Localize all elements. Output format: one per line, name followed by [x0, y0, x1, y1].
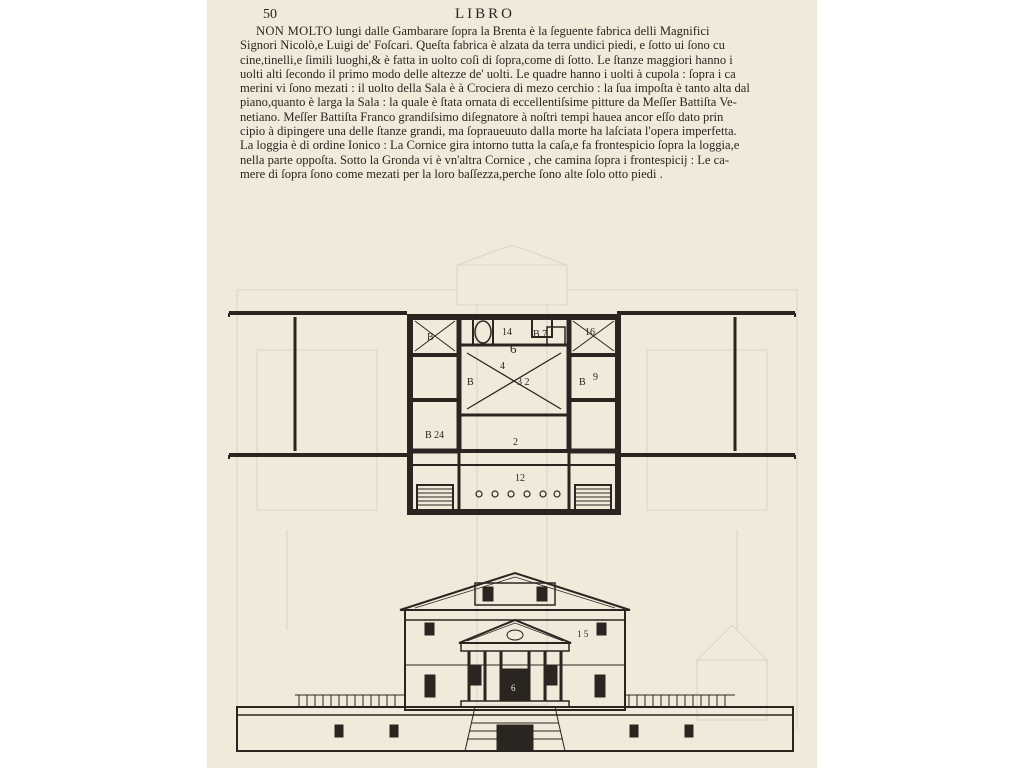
front-stair — [465, 707, 565, 751]
ionic-portico — [459, 620, 571, 707]
text-line: piano,quanto è larga la Sala : la quale è ſtata ornata di eccellentiſsime pitture da Meſſer Battiſta Ve- — [240, 95, 737, 110]
plan-label: 6 — [510, 341, 517, 356]
loggia-columns — [476, 491, 560, 497]
side-stairs — [417, 485, 611, 511]
text-line: La loggia è di ordine Ionico : La Cornice gira intorno tutta la caſa,e fa frontespicio ſopra la loggia,e — [240, 138, 740, 153]
text-line: cipio à dipingere una delle ſtanze grandi, ma ſopraueuuto dalla morte ha laſciata l'opera imperfetta. — [240, 124, 737, 139]
plan-label: B — [427, 332, 434, 343]
plan-label: 16 — [585, 327, 595, 338]
plan-label: B — [467, 377, 474, 388]
page-number: 50 — [263, 7, 277, 22]
text-line — [240, 24, 815, 38]
plan-label: 9 — [593, 372, 598, 383]
plan-label: 2 — [513, 437, 518, 448]
text-line: uolti alti ſecondo il primo modo delle altezze de' uolti. Le quadre hanno i uolti à cupola : ſopra i ca — [240, 66, 736, 81]
elevation-label: 1 5 — [577, 629, 589, 639]
text-line: mere di ſopra ſono come mezati per la loro baſſezza,perche ſono alte ſolo otto piedi . — [240, 166, 663, 181]
text-line-rest: lungi dalle Gambarare ſopra la Brenta è la ſeguente fabrica delli Magnifici — [332, 24, 710, 38]
text-line: merini vi ſono mezati : il uolto della Sala è à Crociera di mezo cerchio : la ſua impoſta è tanto alta dal — [240, 81, 750, 96]
plan-label: 4 — [500, 361, 505, 372]
text-line: Signori Nicolò,e Luigi de' Foſcari. Queſta fabrica è alzata da terra undici piedi, e ſotto ui ſono cu — [240, 38, 725, 53]
opening-words: NON MOLTO — [256, 24, 333, 38]
plan-label: B 24 — [425, 430, 445, 441]
body-text — [240, 24, 815, 181]
balustrade-right — [625, 695, 735, 707]
floor-plan-woodcut — [227, 305, 797, 520]
balustrade-left — [295, 695, 405, 707]
plan-label: 12 — [515, 473, 525, 484]
plan-label: B 7 — [533, 329, 548, 340]
running-head: LIBRO — [455, 6, 515, 22]
elevation-label: 6 — [511, 683, 516, 693]
right-wing — [617, 313, 795, 459]
elevation-woodcut — [235, 565, 795, 768]
plan-label: B — [579, 377, 586, 388]
plan-label: 14 — [502, 327, 512, 338]
plan-label: 3 2 — [517, 377, 530, 388]
left-wing — [229, 313, 407, 459]
text-line: nella parte oppoſta. Sotto la Gronda vi è vn'altra Cornice , che camina ſopra i frontespicij : Le ca- — [240, 152, 730, 167]
book-page — [207, 0, 817, 768]
text-line: cine,tinelli,e ſimili luoghi,& è fatta in uolto coſi di ſopra,come di ſotto. Le ſtanze maggiori hanno i — [240, 52, 733, 67]
text-line: netiano. Meſſer Battiſta Franco grandiſsimo diſegnatore à noſtri tempi hauea ancor eſſo dato prin — [240, 109, 724, 124]
